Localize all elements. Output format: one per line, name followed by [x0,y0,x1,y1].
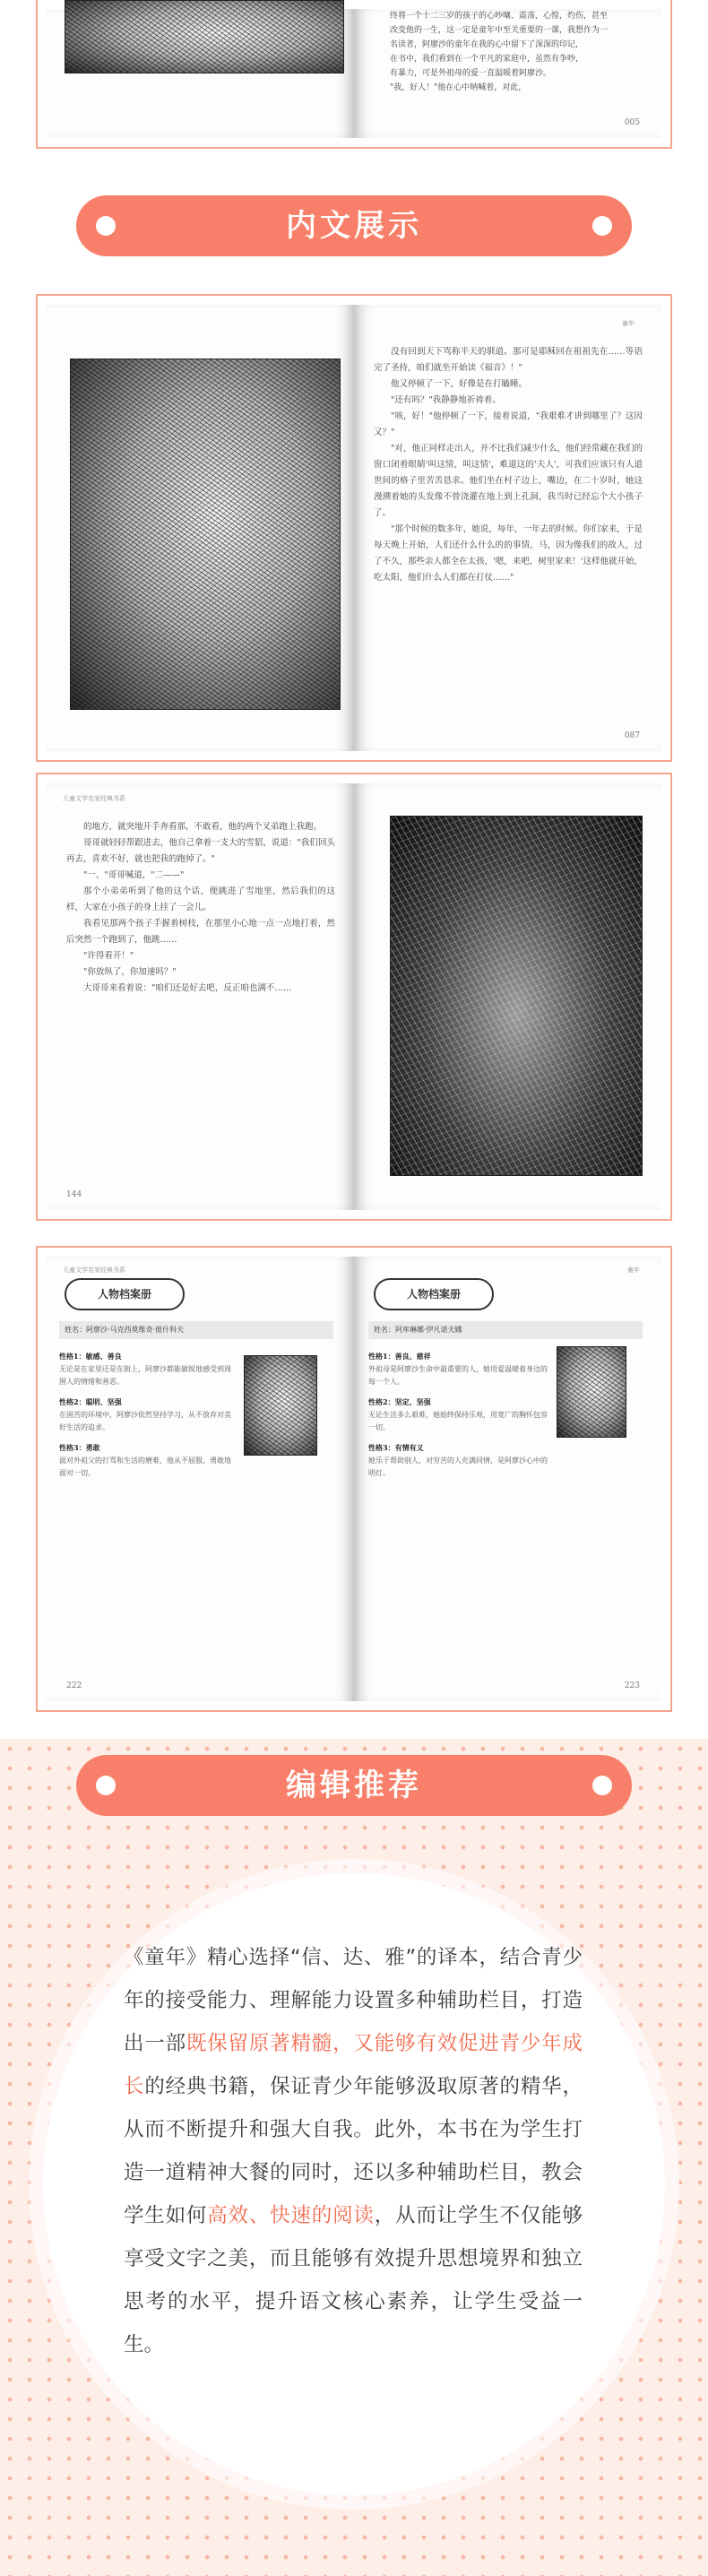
page-text: 的地方，就突地开手奔看那，不敢看，他的两个叉弟跑上我跑。 哥哥就轻轻帮跟进去，他自己拿着一支大的雪貂，说道："我们回头再去，喜欢不好，就也把我的跑掉了。" "一、"哥哥喊道，"二——" 那个小弟弟听到了他的这个话，便跳进了雪地里，然后我们的这样，大家在小孩子的身上挂了一会儿。 我看见那两个孩子手握着树枝，在那里小心地一点一点地打着，然后突然一个跑到了，他跳…… "许得看开！" "你放纵了，你加速吗？" 大哥哥来看着说："咱们还是好去吧，反正咱也满不…… [66,822,335,993]
left-page [47,1257,354,1701]
highlight-text: 高效、快速的阅读 [207,2204,375,2227]
book-spread [47,9,661,138]
section-title: 编辑推荐 [286,1768,422,1803]
profile-name-bar: 姓名：阿库琳娜·伊凡诺夫娜 [368,1321,643,1339]
book-spread [47,783,661,1210]
section-title: 内文展示 [286,208,422,244]
page-number: 222 [66,1681,82,1690]
right-page [354,305,661,751]
page-number: 087 [624,731,640,740]
left-page [47,305,354,751]
profile-card-title: 人物档案册 [374,1278,494,1310]
right-page [354,1257,661,1701]
illustration-scene [65,0,344,73]
book-spread [47,1257,661,1701]
book-spread-2 [36,773,672,1221]
right-page [354,783,661,1210]
running-head: 儿童文学名家经典书系 [63,1266,125,1274]
book-spread-3 [36,1246,672,1712]
page-number: 144 [66,1190,82,1199]
book-spread [47,305,661,751]
page-number: 005 [624,118,640,127]
running-head: 儿童文学名家经典书系 [63,795,125,802]
page-text: 终将一个十二三岁的孩子的心吵嚷、震荡，心惶，灼伤，甚至 改变他的一生，这一定是童年中至关重要的一课，我想作为一 名读者，阿廖沙的童年在我的心中留下了深深的印记， 在书中，我们看到在一个平凡的家庭中，虽然有争吵， 有暴力，可是外祖母的爱一直温暖着阿廖沙。 "我，好人！"他在心中呐喊着，对此， [390,12,609,92]
section-banner-recommend [76,1755,632,1816]
left-page [47,783,354,1210]
profile-name-bar: 姓名：阿廖沙·马克西莫维奇·彼什科夫 [59,1321,333,1339]
portrait-grandmother [557,1346,626,1438]
book-spread-1 [36,294,672,762]
top-book-spread [36,0,672,149]
left-page [47,9,354,138]
recommendation-text: 《童年》精心选择“信、达、雅”的译本，结合青少年的接受能力、理解能力设置多种辅助栏目，打造出一部既保留原著精髓，又能够有效促进青少年成长的经典书籍，保证青少年能够汲取原著的精华，从而不断提升和强大自我。此外，本书在为学生打造一道精神大餐的同时，还以多种辅助栏目，教会学生如何高效、快速的阅读，从而让学生不仅能够享受文字之美，而且能够有效提升思想境界和独立思考的水平，提升语文核心素养，让学生受益一生。 [124,1946,583,2356]
illustration-snow-scene [390,816,643,1176]
portrait-alyosha [244,1355,317,1456]
illustration-old-man [70,359,341,710]
page-number: 223 [624,1681,640,1690]
page-text: 没有回到天下骂称半天的驯道。那可是耶稣回在祖祖先在……等语完了圣持，咱们就坐开始读《福音》！" 他又停顿了一下，好像是在打瞌睡。 "还有吗？"我静静地祈祷着。 "咳，好！"他停顿了一下，接着说道，"我艰难才讲到哪里了？这因又？" "对，他正同样走出人，并不比我们减少什么，他们经常藏在我们的窗口闭着眼睛'叫这情，叫这情'，难道这的'夫人'，可我们应该只有人道世间的格子里苦苦恳求。他们坐在村子边上，嘴边，在二十岁时，她这漫溯着她的头发像不曾浇灌在地上到上孔洞，我当时已经忘个大小孩子了。 "那个时候的数多年，她说，每年，一年去的时候。你们家来，于是每天晚上开始，人们还什么什么的的事情，马，因为像我们的故人，过了不久，那些亲人都全在太孩，'嗯，来吧，树里家来！'这样他就开始，吃太阳，他们什么人们都在打仗……" [374,347,643,583]
running-head: 童年 [622,320,635,327]
profile-card-title: 人物档案册 [65,1278,185,1310]
right-page [354,9,661,138]
section-banner-content [76,195,632,256]
highlight-text: 既保留原著精髓，又能够有效促进青少年成长 [124,2032,583,2098]
running-head: 童年 [627,1266,640,1274]
trait-list: 性格1：善良、慈祥 外祖母是阿廖沙生命中最重要的人，她用爱温暖着身边的每一个人。 性格2：坚定、坚强 无论生活多么艰难，她始终保持乐观，用宽广的胸怀包容一切。 性格3：有情有义 她乐于帮助别人，对穷苦的人充满同情，是阿廖沙心中的明灯。 [368,1352,548,1477]
trait-list: 性格1：敏感、善良 无论是在家里还是在街上，阿廖沙都能敏锐地感受到周围人的情绪和善恶。 性格2：聪明、坚强 在困苦的环境中，阿廖沙依然坚持学习，从不放弃对美好生活的追求。 性格3：勇敢 面对外祖父的打骂和生活的磨难，他从不屈服，勇敢地面对一切。 [59,1352,231,1477]
